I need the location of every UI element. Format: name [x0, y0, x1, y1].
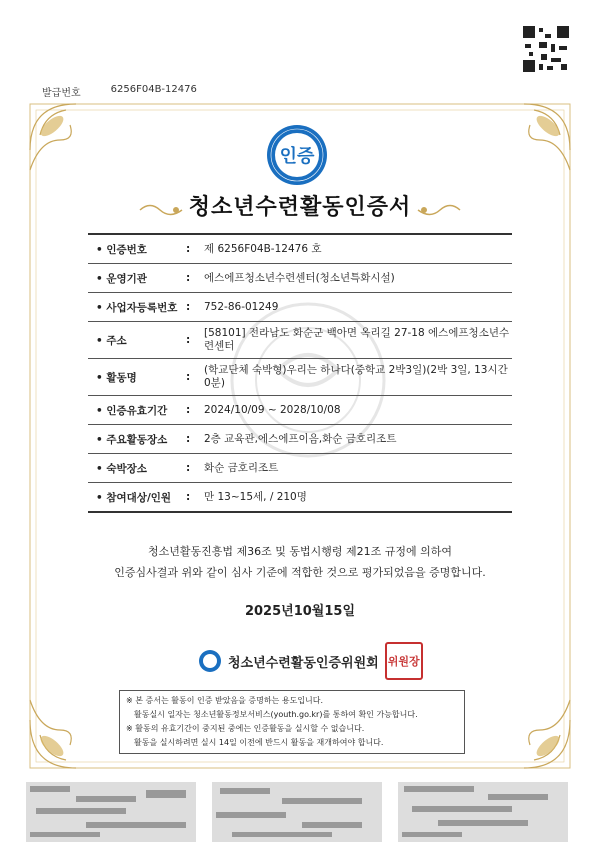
title-row [0, 190, 600, 221]
right-ornament-icon [416, 201, 462, 219]
issue-date: 2025년10월15일 [244, 604, 356, 619]
note-line: 활동실시 일자는 청소년활동정보서비스(youth.go.kr)를 통하여 확인 가능합니다. [134, 710, 418, 719]
field-label: • 주소 [88, 333, 186, 348]
issue-number [42, 84, 197, 99]
note-line: ※ 본 증서는 활동이 인증 받았음을 증명하는 용도입니다. [126, 696, 324, 705]
issue-number-label: 발급번호 [42, 88, 81, 99]
issuer-name: 청소년수련활동인증위원회 [228, 655, 379, 671]
verification-code-icon [26, 782, 196, 842]
field-label: • 활동명 [88, 370, 186, 385]
field-value: 화순 금호리조트 [204, 461, 279, 474]
field-value: (학교단체 숙박형)우리는 하나다(중학교 2박3일)(2박 3일, 13시간0분) [204, 364, 508, 389]
field-participants: • 참여대상/인원 : 만 13~15세, / 210명 [88, 483, 512, 511]
field-cert-number: • 인증번호 : 제 6256F04B-12476 호 [88, 235, 512, 264]
field-label: • 운영기관 [88, 271, 186, 286]
verification-code-icon [398, 782, 568, 842]
issuer [198, 642, 423, 680]
left-ornament-icon [138, 201, 184, 219]
field-value: 만 13~15세, / 210명 [204, 490, 307, 503]
verification-code-icon [212, 782, 382, 842]
qr-code-icon [521, 24, 571, 74]
field-label: • 주요활동장소 [88, 432, 186, 447]
field-label: • 인증번호 [88, 242, 186, 257]
field-label: • 참여대상/인원 [88, 490, 186, 505]
field-value: 752-86-01249 [204, 300, 279, 313]
field-label: • 사업자등록번호 [88, 300, 186, 315]
field-value: 제 6256F04B-12476 호 [204, 242, 322, 255]
issue-number-value: 6256F04B-12476 [110, 84, 197, 95]
field-business-number: • 사업자등록번호 : 752-86-01249 [88, 293, 512, 322]
field-value: 2024/10/09 ~ 2028/10/08 [204, 403, 341, 416]
field-address: • 주소 : [58101] 전라남도 화순군 백아면 옥리길 27-18 에스에프청소년수련센터 [88, 322, 512, 359]
field-validity: • 인증유효기간 : 2024/10/09 ~ 2028/10/08 [88, 396, 512, 425]
note-line: ※ 활동의 유효기간이 중지된 중에는 인증활동을 실시할 수 없습니다. [126, 724, 365, 733]
certificate-fields [88, 233, 512, 513]
certificate-title: 청소년수련활동인증서 [188, 195, 412, 220]
seal-text: 인증 [279, 146, 315, 167]
official-stamp: 위원장 [385, 642, 423, 680]
field-label: • 숙박장소 [88, 461, 186, 476]
statement-line: 청소년활동진흥법 제36조 및 동법시행령 제21조 규정에 의하여 [148, 545, 452, 558]
note-line: 활동을 실시하려면 실시 14일 이전에 반드시 활동을 재개하여야 합니다. [134, 738, 384, 747]
field-activity-name: • 활동명 : (학교단체 숙박형)우리는 하나다(중학교 2박3일)(2박 3일, 13시간0분) [88, 359, 512, 396]
certification-seal-icon [266, 124, 328, 186]
issuer-logo-icon [198, 649, 222, 673]
field-value: 에스에프청소년수련센터(청소년특화시설) [204, 271, 395, 284]
certification-statement [0, 541, 600, 583]
notes-box [119, 690, 465, 754]
statement-line: 인증심사결과 위와 같이 심사 기준에 적합한 것으로 평가되었음을 증명합니다. [114, 566, 486, 579]
field-value: 2층 교육관,에스에프이음,화순 금호리조트 [204, 432, 397, 445]
field-activity-location: • 주요활동장소 : 2층 교육관,에스에프이음,화순 금호리조트 [88, 425, 512, 454]
field-value: [58101] 전라남도 화순군 백아면 옥리길 27-18 에스에프청소년수련센터 [204, 327, 510, 352]
field-operator: • 운영기관 : 에스에프청소년수련센터(청소년특화시설) [88, 264, 512, 293]
field-lodging: • 숙박장소 : 화순 금호리조트 [88, 454, 512, 483]
field-label: • 인증유효기간 [88, 403, 186, 418]
